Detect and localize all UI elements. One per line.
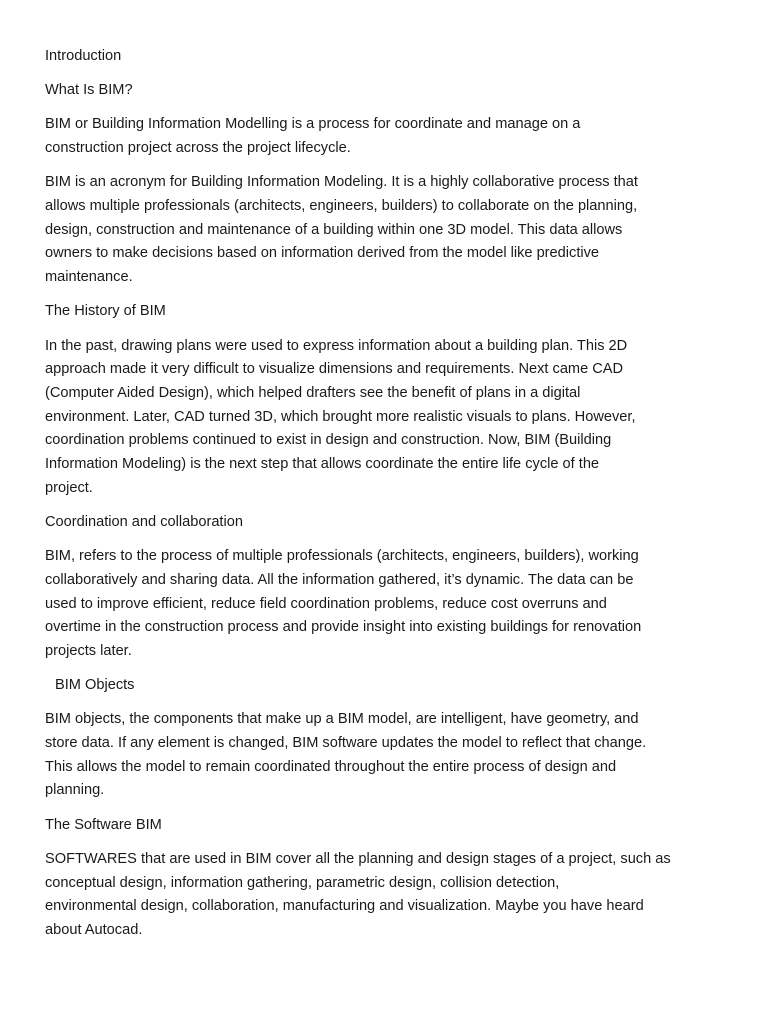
paragraph-coordination [45,545,735,664]
paragraph-line: planning. [45,782,105,799]
paragraph-line: coordination problems continued to exist in design and construction. Now, BIM (Building [45,432,612,449]
paragraph-line: environment. Later, CAD turned 3D, which brought more realistic visuals to plans. However, [45,408,636,425]
paragraph-line: about Autocad. [45,922,143,938]
paragraph-software [45,848,735,943]
paragraph-bim-objects [45,708,735,803]
paragraph-line: approach made it very difficult to visualize dimensions and requirements. Next came CAD [45,361,624,378]
paragraph-line: owners to make decisions based on information derived from the model like predictive [45,245,600,262]
paragraph-line: used to improve efficient, reduce field coordination problems, reduce cost overruns and [45,595,607,612]
paragraph-line: BIM or Building Information Modelling is a process for coordinate and manage on a [45,116,581,133]
paragraph-line: BIM, refers to the process of multiple professionals (architects, engineers, builders), working [45,548,639,565]
paragraph-line: overtime in the construction process and provide insight into existing buildings for renovation [45,619,642,636]
paragraph-line: design, construction and maintenance of a building within one 3D model. This data allows [45,221,623,238]
paragraph-line: collaboratively and sharing data. All the information gathered, it’s dynamic. The data can be [45,571,634,588]
bim-objects-heading: BIM Objects [55,677,135,694]
paragraph-line: BIM is an acronym for Building Information Modeling. It is a highly collaborative process that [45,174,638,191]
paragraph-line: store data. If any element is changed, BIM software updates the model to reflect that change. [45,735,647,752]
paragraph-line: construction project across the project lifecycle. [45,140,351,157]
paragraph-line: environmental design, collaboration, manufacturing and visualization. Maybe you have heard [45,898,644,915]
paragraph-line: project. [45,479,93,496]
paragraph-line: maintenance. [45,269,133,286]
paragraph-bim-definition [45,113,735,160]
paragraph-line: BIM objects, the components that make up a BIM model, are intelligent, have geometry, and [45,711,639,728]
what-is-bim-heading: What Is BIM? [45,82,133,99]
history-heading: The History of BIM [45,303,166,320]
coordination-heading: Coordination and collaboration [45,513,243,530]
paragraph-line: In the past, drawing plans were used to express information about a building plan. This 2D [45,337,628,354]
paragraph-line: conceptual design, information gathering, parametric design, collision detection, [45,874,560,891]
paragraph-history [45,335,735,501]
paragraph-line: allows multiple professionals (architects, engineers, builders) to collaborate on the planning, [45,198,638,215]
document-page [45,45,735,953]
paragraph-line: Information Modeling) is the next step that allows coordinate the entire life cycle of the [45,456,600,473]
paragraph-line: (Computer Aided Design), which helped drafters see the benefit of plans in a digital [45,384,581,401]
paragraph-line: SOFTWARES that are used in BIM cover all the planning and design stages of a project, such as [45,850,671,867]
intro-heading: Introduction [45,48,122,64]
paragraph-line: projects later. [45,642,132,659]
software-heading: The Software BIM [45,816,162,833]
paragraph-line: This allows the model to remain coordinated throughout the entire process of design and [45,758,617,775]
paragraph-bim-acronym [45,171,735,290]
